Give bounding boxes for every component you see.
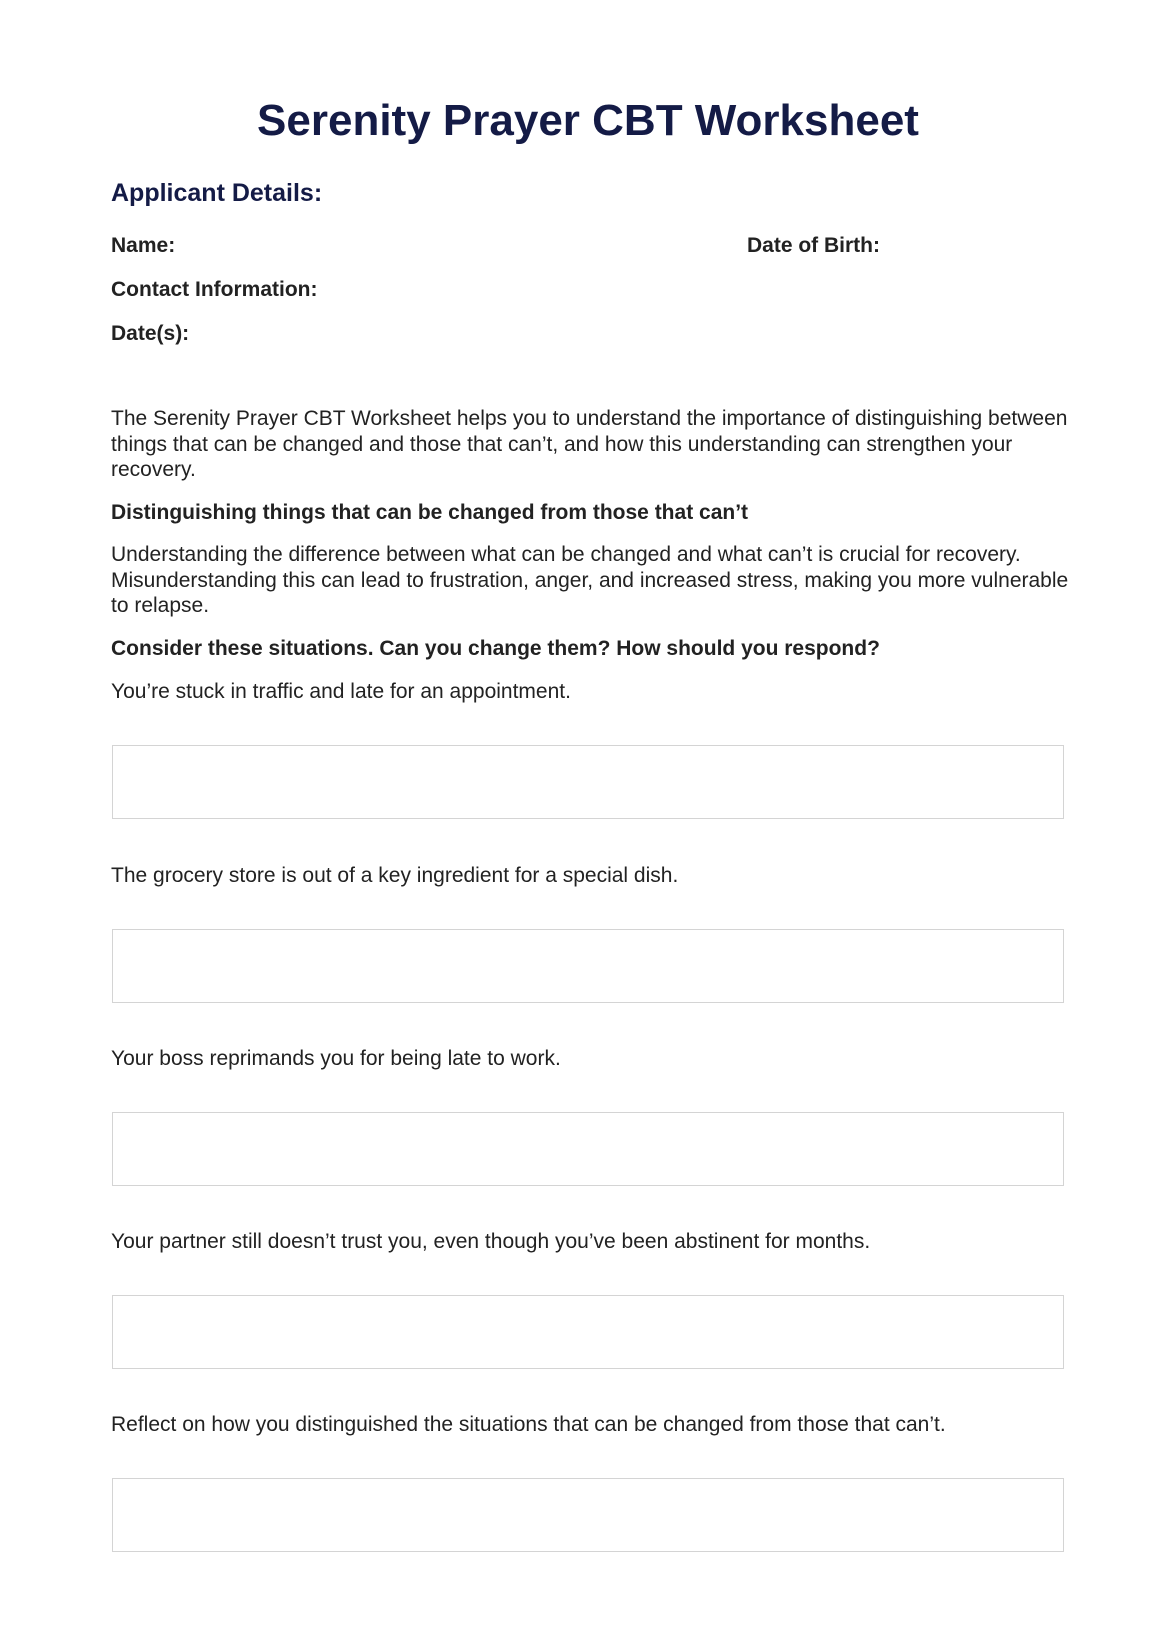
page-title: Serenity Prayer CBT Worksheet bbox=[257, 96, 919, 145]
answer-box-5[interactable] bbox=[112, 1478, 1064, 1552]
contact-information-label: Contact Information: bbox=[111, 278, 318, 301]
intro-paragraph: The Serenity Prayer CBT Worksheet helps you to understand the importance of distinguishing between things that can be changed and those that can’t, and how this understanding can strengthen your recovery. bbox=[111, 407, 1068, 481]
name-label: Name: bbox=[111, 234, 176, 257]
question-3: Your boss reprimands you for being late to work. bbox=[111, 1047, 561, 1070]
date-of-birth-label: Date of Birth: bbox=[747, 234, 880, 257]
answer-box-2[interactable] bbox=[112, 929, 1064, 1003]
section-title: Distinguishing things that can be changed from those that can’t bbox=[111, 501, 749, 524]
question-2: The grocery store is out of a key ingredient for a special dish. bbox=[111, 864, 679, 887]
question-4: Your partner still doesn’t trust you, even though you’ve been abstinent for months. bbox=[111, 1230, 871, 1253]
section-body: Understanding the difference between what can be changed and what can’t is crucial for recovery. Misunderstanding this can lead to frustration, anger, and increased stress, making you more vulnerable to relapse. bbox=[111, 543, 1069, 617]
answer-box-1[interactable] bbox=[112, 745, 1064, 819]
question-1: You’re stuck in traffic and late for an appointment. bbox=[111, 680, 571, 703]
situations-prompt: Consider these situations. Can you change them? How should you respond? bbox=[111, 637, 880, 660]
question-5: Reflect on how you distinguished the situations that can be changed from those that can’t. bbox=[111, 1413, 946, 1436]
answer-box-3[interactable] bbox=[112, 1112, 1064, 1186]
dates-label: Date(s): bbox=[111, 322, 190, 345]
applicant-details-heading: Applicant Details: bbox=[111, 179, 323, 207]
answer-box-4[interactable] bbox=[112, 1295, 1064, 1369]
